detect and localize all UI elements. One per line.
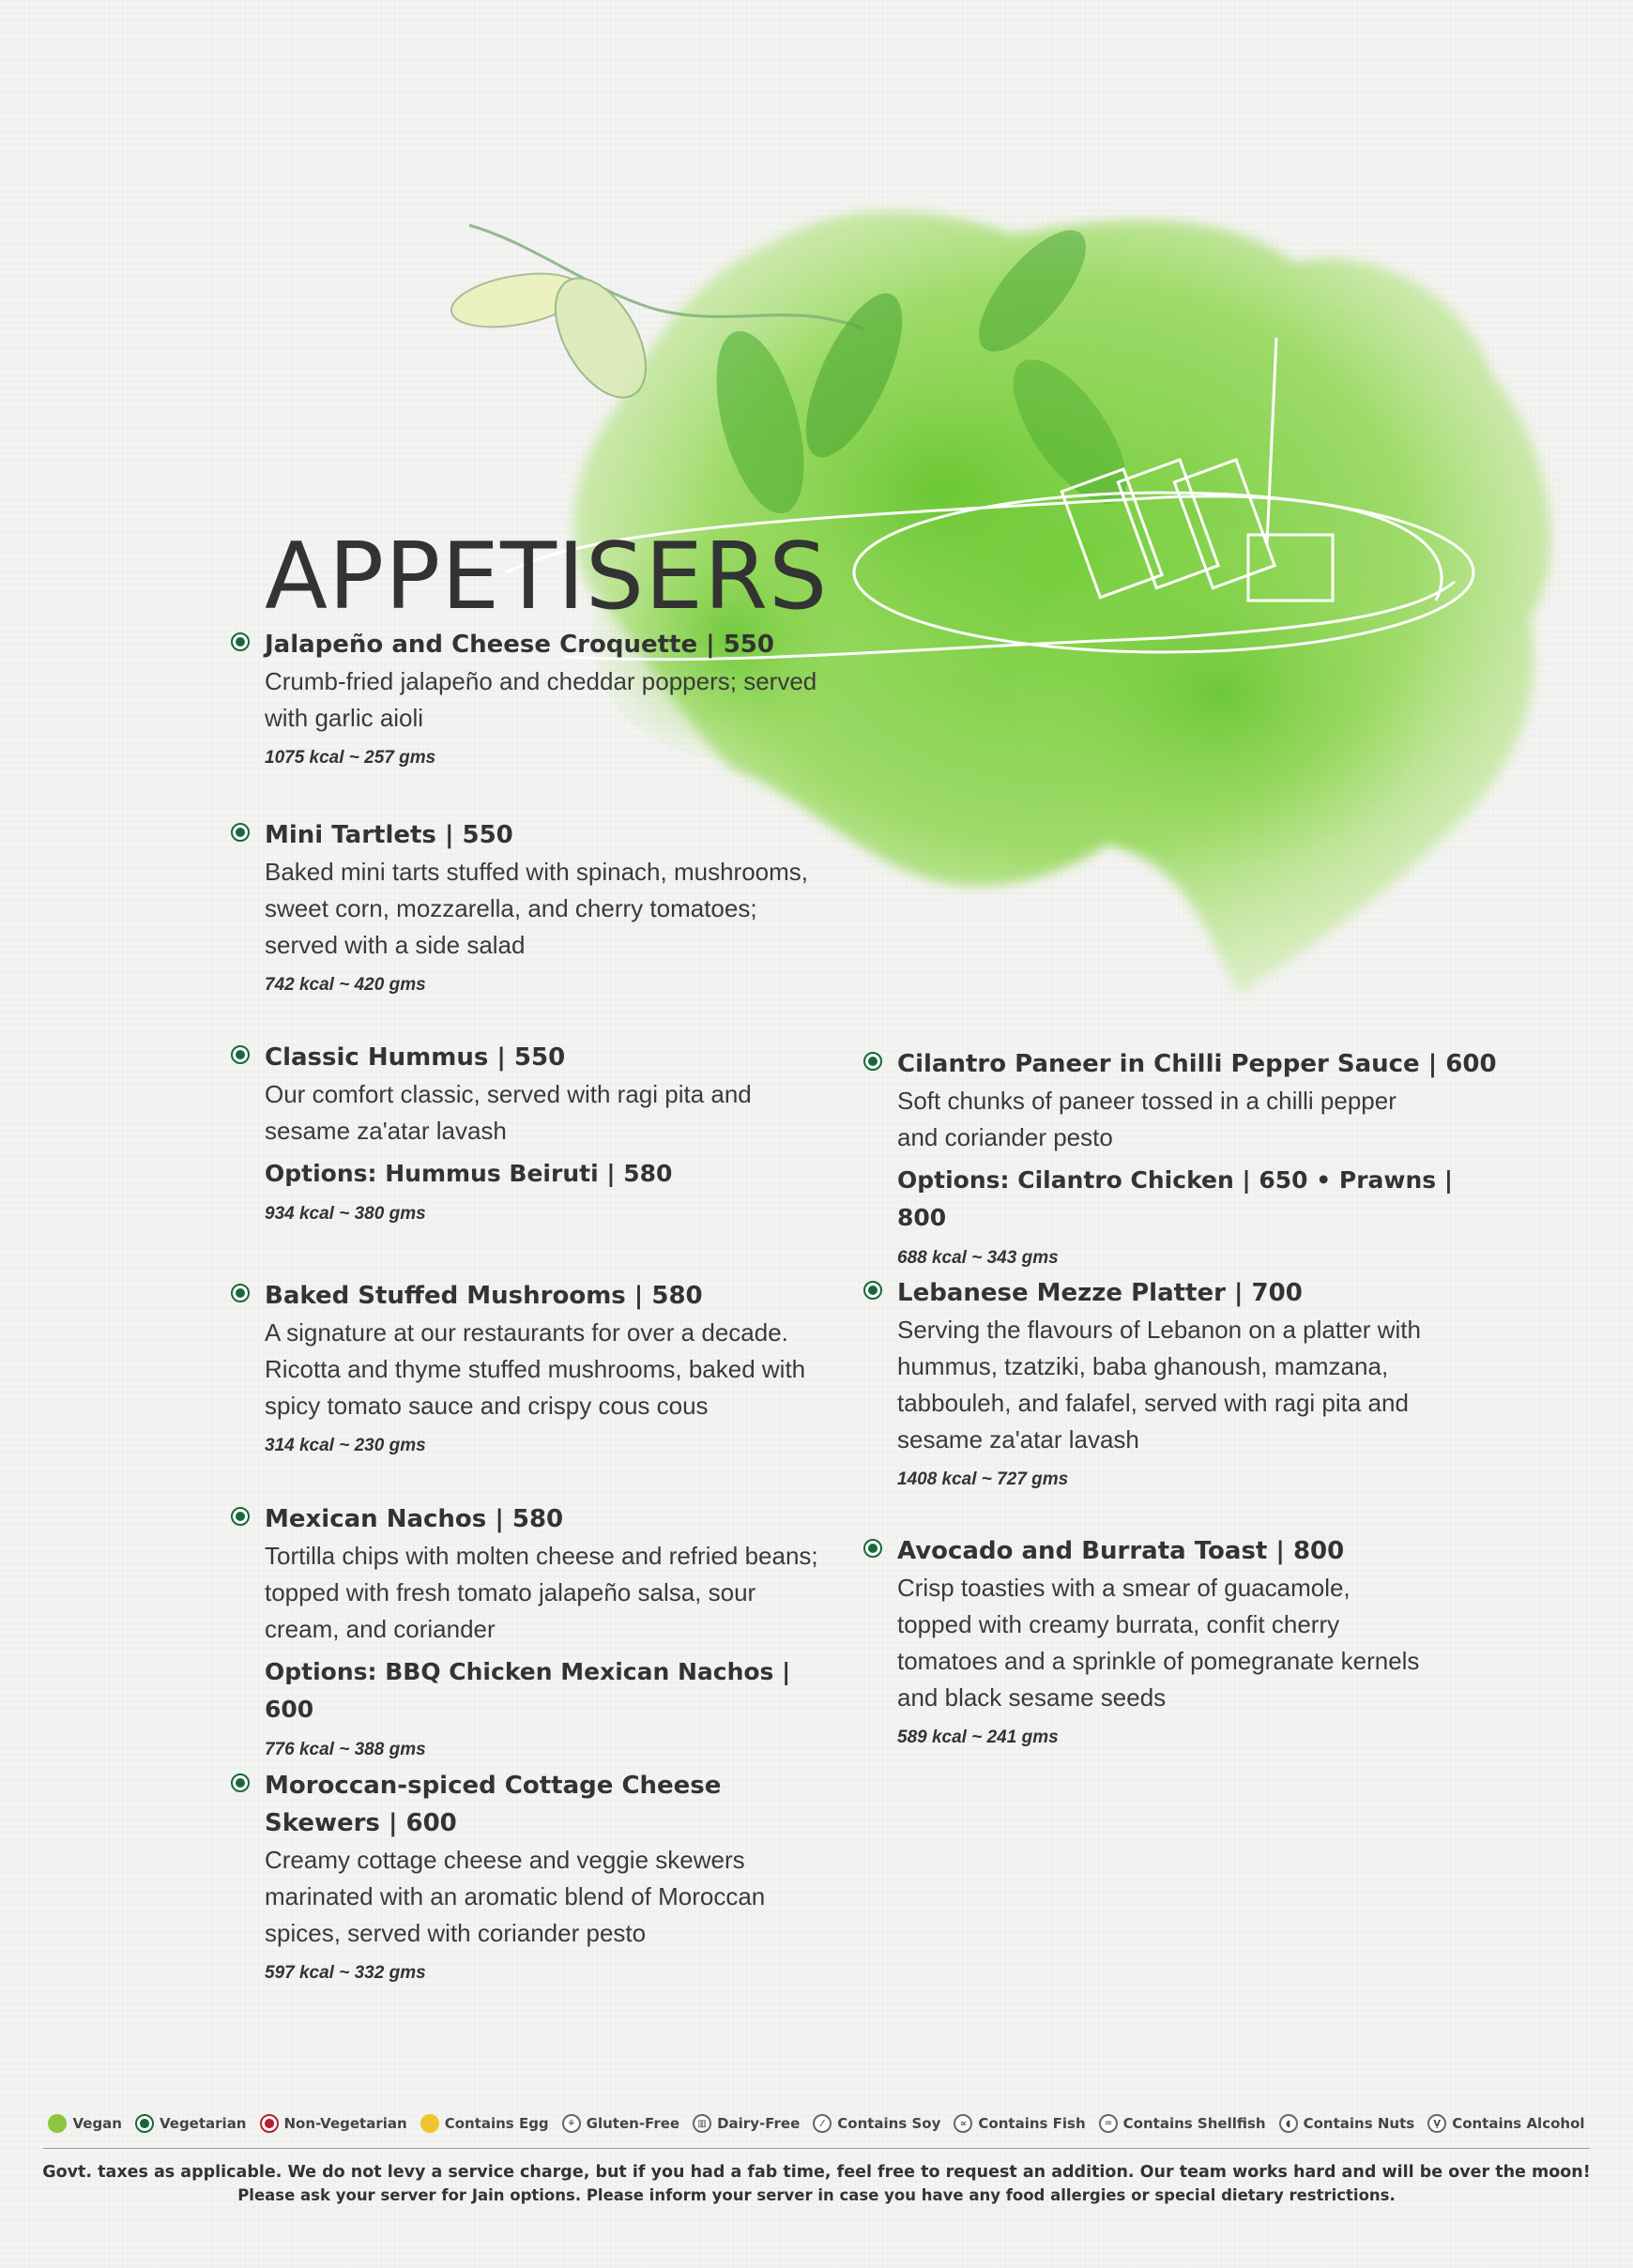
item-name: Baked Stuffed Mushrooms | 580: [265, 1282, 703, 1310]
item-name: Mini Tartlets | 550: [265, 821, 513, 849]
footer-line-2: Please ask your server for Jain options. Please inform your server in case you have any food allergies or special dietary restrictions.: [237, 2186, 1396, 2204]
menu-item: [897, 1045, 1498, 1272]
legend-label: Non-Vegetarian: [283, 2115, 407, 2132]
menu-item: [897, 1274, 1423, 1494]
menu-item: [265, 1277, 818, 1460]
vegetarian-dot-icon: [135, 2114, 154, 2133]
vegan-dot-icon: [48, 2114, 67, 2133]
item-description: A signature at our restaurants for over a decade. Ricotta and thyme stuffed mushrooms, baked with spicy tomato sauce and crispy cous cous: [265, 1318, 806, 1420]
legend-item: [135, 2114, 247, 2133]
menu-item: [265, 626, 818, 772]
fish-icon: ∝: [954, 2114, 972, 2133]
shellfish-icon: ♒: [1099, 2114, 1118, 2133]
legend-item: [48, 2114, 122, 2133]
menu-item: [265, 1767, 790, 1987]
footer-divider: [43, 2148, 1590, 2149]
legend-label: Dairy-Free: [717, 2115, 801, 2132]
alcohol-icon: Ṿ: [1427, 2114, 1446, 2133]
menu-item: [897, 1532, 1423, 1752]
item-name: Moroccan-spiced Cottage Cheese Skewers | 600: [265, 1772, 722, 1837]
legend-label: Contains Egg: [444, 2115, 549, 2132]
non-vegetarian-dot-icon: [260, 2114, 279, 2133]
item-name: Jalapeño and Cheese Croquette | 550: [265, 631, 774, 659]
legend-item: [1427, 2114, 1584, 2133]
item-description: Creamy cottage cheese and veggie skewers marinated with an aromatic blend of Moroccan spices, served with coriander pesto: [265, 1846, 766, 1947]
egg-dot-icon: [420, 2114, 439, 2133]
soy-icon: ⁄: [813, 2114, 832, 2133]
vegetarian-dot-icon: [231, 632, 250, 651]
item-options: Options: BBQ Chicken Mexican Nachos | 600: [265, 1658, 791, 1723]
item-kcal: 934 kcal ~ 380 gms: [265, 1204, 426, 1224]
item-name: Classic Hummus | 550: [265, 1043, 566, 1072]
item-kcal: 688 kcal ~ 343 gms: [897, 1248, 1059, 1268]
footer-line-1: Govt. taxes as applicable. We do not levy a service charge, but if you had a fab time, feel free to request an addition. Our team works hard and will be over the moon!: [42, 2163, 1591, 2182]
vegetarian-dot-icon: [231, 1773, 250, 1792]
dietary-legend: [0, 2114, 1633, 2133]
legend-label: Gluten-Free: [586, 2115, 680, 2132]
legend-item: [260, 2114, 407, 2133]
vegetarian-dot-icon: [863, 1281, 882, 1300]
legend-label: Contains Shellfish: [1122, 2115, 1266, 2132]
item-name: Cilantro Paneer in Chilli Pepper Sauce | 600: [897, 1050, 1497, 1078]
item-description: Baked mini tarts stuffed with spinach, mushrooms, sweet corn, mozzarella, and cherry tomatoes; served with a side salad: [265, 858, 808, 959]
footer-note: [0, 2160, 1633, 2207]
legend-item: [954, 2114, 1085, 2133]
item-options: Options: Cilantro Chicken | 650 • Prawns | 800: [897, 1166, 1454, 1231]
item-kcal: 1408 kcal ~ 727 gms: [897, 1469, 1069, 1489]
vegetarian-dot-icon: [863, 1539, 882, 1558]
vegetarian-dot-icon: [231, 1045, 250, 1064]
legend-item: [562, 2114, 679, 2133]
item-name: Avocado and Burrata Toast | 800: [897, 1537, 1345, 1565]
item-description: Crisp toasties with a smear of guacamole, topped with creamy burrata, confit cherry tomatoes and a sprinkle of pomegranate kernels and black sesame seeds: [897, 1574, 1420, 1712]
legend-item: [1099, 2114, 1266, 2133]
legend-label: Contains Alcohol: [1452, 2115, 1585, 2132]
item-kcal: 776 kcal ~ 388 gms: [265, 1740, 426, 1759]
vegetarian-dot-icon: [231, 823, 250, 842]
legend-label: Vegan: [72, 2115, 122, 2132]
item-description: Our comfort classic, served with ragi pita and sesame za'atar lavash: [265, 1080, 752, 1145]
item-description: Serving the flavours of Lebanon on a platter with hummus, tzatziki, baba ghanoush, mamzana, tabbouleh, and falafel, served with ragi pita and sesame za'atar lavash: [897, 1316, 1421, 1454]
legend-item: [1279, 2114, 1415, 2133]
item-name: Mexican Nachos | 580: [265, 1505, 564, 1533]
item-kcal: 1075 kcal ~ 257 gms: [265, 748, 436, 768]
item-description: Crumb-fried jalapeño and cheddar poppers; served with garlic aioli: [265, 667, 817, 732]
legend-item: [420, 2114, 549, 2133]
legend-label: Contains Soy: [837, 2115, 941, 2132]
item-name: Lebanese Mezze Platter | 700: [897, 1279, 1303, 1307]
legend-item: [693, 2114, 800, 2133]
item-kcal: 314 kcal ~ 230 gms: [265, 1436, 426, 1455]
legend-label: Contains Fish: [978, 2115, 1086, 2132]
item-kcal: 742 kcal ~ 420 gms: [265, 975, 426, 995]
menu-item: [265, 1500, 818, 1764]
item-kcal: 597 kcal ~ 332 gms: [265, 1963, 426, 1983]
legend-label: Vegetarian: [159, 2115, 247, 2132]
vegetarian-dot-icon: [863, 1052, 882, 1071]
item-kcal: 589 kcal ~ 241 gms: [897, 1728, 1059, 1747]
page-title: APPETISERS: [265, 523, 829, 631]
vegetarian-dot-icon: [231, 1507, 250, 1526]
legend-item: [813, 2114, 940, 2133]
vegetarian-dot-icon: [231, 1284, 250, 1302]
dairy-free-icon: ▥: [693, 2114, 711, 2133]
menu-item: [265, 816, 818, 999]
item-description: Tortilla chips with molten cheese and refried beans; topped with fresh tomato jalapeño salsa, sour cream, and coriander: [265, 1542, 818, 1643]
nuts-icon: ◖: [1279, 2114, 1298, 2133]
menu-item: [265, 1039, 818, 1228]
gluten-free-icon: ⚘: [562, 2114, 581, 2133]
item-options: Options: Hummus Beiruti | 580: [265, 1160, 673, 1187]
legend-label: Contains Nuts: [1303, 2115, 1415, 2132]
item-description: Soft chunks of paneer tossed in a chilli pepper and coriander pesto: [897, 1087, 1396, 1151]
